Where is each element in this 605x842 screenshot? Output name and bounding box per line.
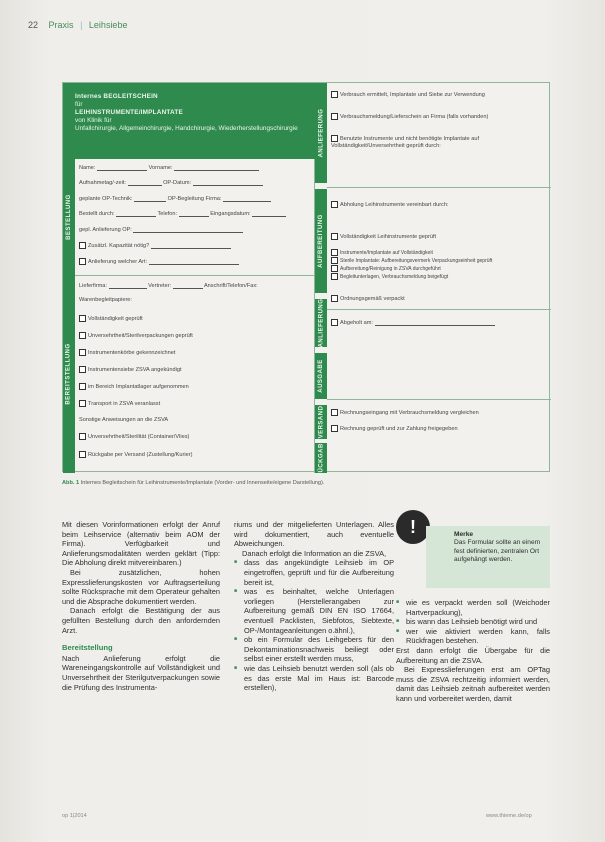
paragraph: Nach Anlieferung erfolgt die Wareneingangskontrolle auf Vollständigkeit und Unversehrtheit der Sterilgutverpackungen sowie die Prüfung des Instrumenta- [62, 653, 220, 692]
check-item: Vollständigkeit Leihinstrumente geprüft [331, 233, 436, 240]
list-item: ■ dass das angekündigte Leihsieb im OP eingetroffen, geprüft und für die Aufbereitung bereit ist, [234, 558, 394, 587]
paragraph: Bei Expresslieferungen erst am OPTag muss die ZSVA rechtzeitig informiert werden, damit das Leihsieb zeitnah aufbereitet werden kann und vorbereitet werden, damit [396, 665, 550, 703]
page-number: 22 [28, 20, 39, 30]
check-item: Ordnungsgemäß verpackt [331, 295, 405, 302]
checkbox[interactable] [331, 201, 338, 208]
merke-box [426, 526, 550, 588]
checkbox[interactable] [79, 433, 86, 440]
check-item: Rückgabe per Versand (Zustellung/Kurier) [79, 451, 192, 458]
zsva-item: Aufbereitung/Reinigung in ZSVA durchgeführt [331, 265, 441, 272]
check-item: Verbrauch ermittelt, Implantate und Siebe zur Verwendung [331, 91, 485, 98]
form-title-department: Unfallchirurgie, Allgemeinchirurgie, Handchirurgie, Wiederherstellungschirurgie [75, 125, 298, 132]
checkbox[interactable] [79, 383, 86, 390]
caption-label: Abb. 1 [62, 480, 80, 486]
tab-anlieferung-2: ANLIEFERUNG [315, 299, 327, 347]
form-title: Internes BEGLEITSCHEIN [75, 93, 158, 100]
checkbox[interactable] [79, 258, 86, 265]
checkbox[interactable] [79, 400, 86, 407]
check-item: Instrumentenkörbe gekennzeichnet [79, 349, 175, 356]
check-item: Unversehrtheit/Sterilität (Container/Vlies) [79, 433, 189, 440]
checkbox[interactable] [331, 295, 338, 302]
figure-caption [62, 480, 324, 486]
checkbox[interactable] [331, 257, 338, 264]
text-column-3 [396, 598, 550, 704]
form-left-column [63, 83, 315, 473]
tab-anlieferung: ANLIEFERUNG [315, 83, 327, 183]
zsva-item: Instrumente/Implantate auf Vollständigkeit [331, 249, 433, 256]
tab-bestellung: BESTELLUNG [63, 159, 75, 275]
form-title-main: LEIHINSTRUMENTE/IMPLANTATE [75, 109, 183, 116]
tab-aufbereitung: AUFBEREITUNG [315, 189, 327, 293]
paragraph: Danach erfolgt die Bestätigung der aus gefüllten Bestellung durch den anfordernden Arzt. [62, 606, 220, 635]
paragraph: Bei zusätzlichen, hohen Expresslieferungskosten vor Auftragserteilung sollte Rücksprache mit dem Operateur gehalten und die Absprache dokumentiert werden. [62, 567, 220, 606]
caption-text: Internes Begleitschein für Leihinstrumente/Implantate (Vorder- und Innenseite/eigene Darstellung). [80, 480, 325, 486]
zsva-item: Sterile Implantate: Aufbereitungsvermerk Verpackungseinheit geprüft [331, 257, 492, 264]
check-item: Rechnung geprüft und zur Zahlung freigegeben [331, 425, 458, 432]
check-kapazitaet: Zusätzl. Kapazität nötig? [79, 242, 231, 249]
field-lieferfirma: Lieferfirma: Vertreter: Anschrift/Telefon/Fax: [79, 283, 258, 289]
field-bestellt: Bestellt durch: Telefon: Eingangsdatum: [79, 211, 286, 217]
merke-text: Das Formular sollte an einem fest definierten, zentralen Ort aufgehängt werden. [454, 539, 541, 564]
footer-left: op 1|2014 [62, 813, 87, 819]
checkbox[interactable] [331, 91, 338, 98]
field-aufnahme: Aufnahmetag/-zeit: OP-Datum: [79, 180, 263, 186]
checkbox[interactable] [79, 349, 86, 356]
field-sonstige: Sonstige Anweisungen an die ZSVA [79, 417, 169, 423]
bullet-list [234, 558, 394, 692]
checkbox[interactable] [331, 265, 338, 272]
check-item: Abholung Leihinstrumente vereinbart durch: [331, 201, 449, 208]
check-item: Unversehrtheit/Sterilverpackungen geprüft [79, 332, 193, 339]
checkbox[interactable] [79, 332, 86, 339]
text-column-2 [234, 520, 394, 693]
tab-ausgabe: AUSGABE [315, 353, 327, 399]
check-item: im Bereich Implantatlager aufgenommen [79, 383, 189, 390]
paragraph: Mit diesen Vorinformationen erfolgt der Anruf beim Leihservice (alternativ beim AOM der Firma). Verfügbarkeit und Anlieferungsmodalitäten werden geklärt (Tipp: Die Abholung direkt mitvereinbaren.) [62, 520, 220, 568]
paragraph: Danach erfolgt die Information an die ZSVA, [242, 548, 387, 558]
paragraph: Erst dann erfolgt die Übergabe für die Aufbereitung an die ZSVA. [396, 645, 550, 665]
field-anlieferung: gepl. Anlieferung OP: [79, 227, 243, 233]
checkbox[interactable] [79, 315, 86, 322]
list-item: ■ wie es verpackt werden soll (Weichoder Hartverpackung), [396, 598, 550, 617]
list-item: ■ ob ein Formular des Leihgebers für den Dekontaminationsnachweis beiliegt oder selbst einer erstellt werden muss, [234, 635, 394, 664]
check-item: Rechnungseingang mit Verbrauchsmeldung vergleichen [331, 409, 479, 416]
tab-versand: VERSAND [315, 405, 327, 439]
check-item: Benutzte Instrumente und nicht benötigte Implantate auf Vollständigkeit/Unversehrtheit geprüft durch: [331, 135, 480, 149]
checkbox[interactable] [331, 135, 338, 142]
checkbox[interactable] [79, 451, 86, 458]
checkbox[interactable] [331, 319, 338, 326]
checkbox[interactable] [331, 233, 338, 240]
checkbox[interactable] [79, 366, 86, 373]
checkbox[interactable] [331, 425, 338, 432]
merke-title: Merke [454, 531, 474, 538]
exclamation-icon: ! [396, 510, 430, 544]
bullet-list [396, 598, 550, 646]
checkbox[interactable] [331, 409, 338, 416]
running-header: 22 Praxis | Leihsiebe [28, 20, 128, 30]
form-right-column [315, 83, 551, 478]
checkbox[interactable] [79, 242, 86, 249]
check-item: Instrumentensiebe ZSVA angekündigt [79, 366, 182, 373]
form-title-clinic: von Klinik für [75, 117, 112, 124]
form-title-for: für [75, 101, 83, 108]
check-item: Verbrauchsmeldung/Lieferschein an Firma (falls vorhanden) [331, 113, 488, 120]
list-item: ■ wer wie aktiviert werden kann, falls Rückfragen bestehen. [396, 627, 550, 646]
checkbox[interactable] [331, 249, 338, 256]
tab-rueckgabe: RÜCKGABE [315, 443, 327, 473]
check-item: Vollständigkeit geprüft [79, 315, 143, 322]
form-title-box [63, 83, 315, 159]
zsva-item: Begleitunterlagen, Verbrauchsmeldung beigefügt [331, 273, 448, 280]
check-anlieferung-art: Anlieferung welcher Art: [79, 258, 239, 265]
list-item: ■ wie das Leihsieb benutzt werden soll (als ob es das erste Mal im Haus ist: Barcode erstellen), [234, 664, 394, 693]
section-name: Praxis [48, 20, 74, 30]
list-item: ■ was es beinhaltet, welche Unterlagen vorliegen (Herstellerangaben zur Aufbereitung gemäß DIN EN ISO 17664, eventuell Packlisten, Siebfotos, Siebtexte, OP-/Montageanleitungen o.ähnl.), [234, 587, 394, 635]
footer-right: www.thieme.de/op [486, 813, 532, 819]
field-warenbegleit: Warenbegleitpapiere: [79, 297, 132, 303]
section-heading: Bereitstellung [62, 643, 113, 653]
text-column-1 [62, 520, 220, 692]
subsection-name: Leihsiebe [88, 20, 128, 30]
field-op-technik: geplante OP-Technik: OP-Begleitung Firma: [79, 196, 271, 202]
check-item: Transport in ZSVA veranlasst [79, 400, 160, 407]
list-item: ■ bis wann das Leihsieb benötigt wird und [396, 617, 550, 627]
checkbox[interactable] [331, 113, 338, 120]
check-item: Abgeholt am: [331, 319, 495, 326]
form-figure [62, 82, 550, 478]
paragraph: riums und der mitgelieferten Unterlagen. Alles wird dokumentiert, auch eventuelle Abweichungen. [234, 520, 394, 549]
tab-bereitstellung: BEREITSTELLUNG [63, 275, 75, 473]
checkbox[interactable] [331, 273, 338, 280]
field-name: Name: Vorname: [79, 165, 259, 171]
